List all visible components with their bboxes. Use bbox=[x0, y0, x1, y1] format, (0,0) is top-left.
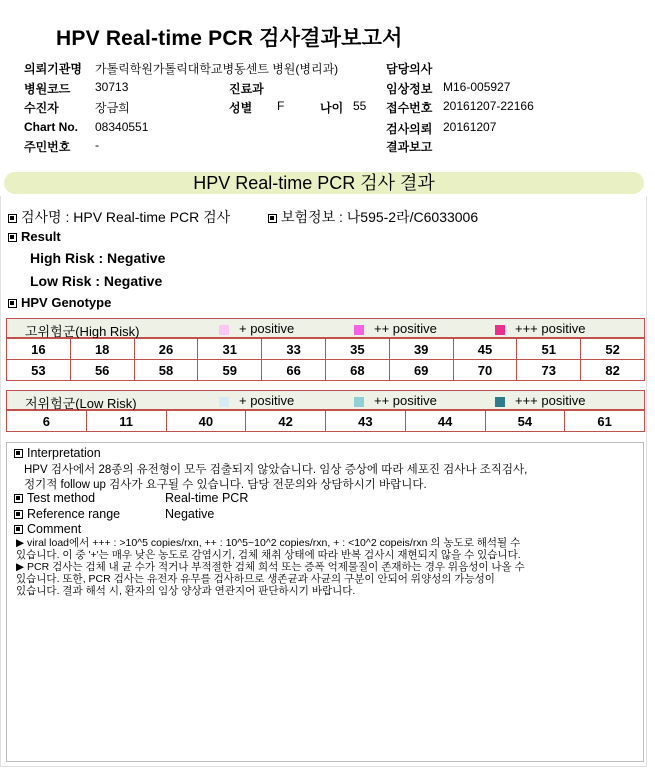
high-risk-table bbox=[6, 338, 645, 381]
value-age: 55 bbox=[353, 99, 367, 113]
genotype-heading-text: HPV Genotype bbox=[21, 295, 112, 310]
genotype-cell: 59 bbox=[198, 360, 262, 381]
result-heading-text: Result bbox=[21, 229, 61, 244]
comment-label-text: Comment bbox=[27, 522, 82, 536]
interpretation-text-2: 정기적 follow up 검사가 요구될 수 있습니다. 담당 전문의와 상담하시기 바랍니다. bbox=[24, 479, 427, 491]
legend-plus-plus-plus-label: +++ positive bbox=[515, 393, 586, 408]
label-chart-no: Chart No. bbox=[24, 120, 78, 134]
genotype-cell: 44 bbox=[405, 411, 485, 432]
genotype-cell: 66 bbox=[262, 360, 326, 381]
value-receipt-no: 20161207-22166 bbox=[443, 99, 534, 113]
legend-swatch-icon bbox=[495, 325, 505, 335]
label-report-date: 결과보고 bbox=[386, 140, 433, 154]
report-title: HPV Real-time PCR 검사결과보고서 bbox=[56, 27, 403, 50]
square-bullet-icon bbox=[14, 525, 23, 534]
legend-plus-plus-label: ++ positive bbox=[374, 393, 437, 408]
insurance-info bbox=[268, 207, 478, 227]
legend-swatch-icon bbox=[354, 325, 364, 335]
comment-line-3: ▶ PCR 검사는 검체 내 균 수가 적거나 부적절한 검체 희석 또는 증폭 억제물질이 존재하는 경우 위음성이 나올 수 bbox=[16, 561, 525, 573]
label-sex: 성별 bbox=[229, 101, 253, 115]
genotype-cell: 58 bbox=[134, 360, 198, 381]
genotype-cell: 43 bbox=[326, 411, 406, 432]
legend-plus-plus bbox=[354, 393, 437, 408]
value-sex: F bbox=[277, 99, 285, 113]
genotype-cell: 51 bbox=[517, 339, 581, 360]
genotype-cell: 70 bbox=[453, 360, 517, 381]
legend-plus-label: + positive bbox=[239, 393, 295, 408]
comment-line-1: ▶ viral load에서 +++ : >10^5 copies/rxn, ++ : 10^5~10^2 copies/rxn, + : <10^2 copeis/rxn 의 농도로 해석될 수 bbox=[16, 537, 521, 549]
genotype-cell: 73 bbox=[517, 360, 581, 381]
square-bullet-icon bbox=[268, 214, 277, 223]
value-clinical-info: M16-005927 bbox=[443, 80, 511, 94]
legend-plus-plus-plus-label: +++ positive bbox=[515, 321, 586, 336]
comment-label bbox=[14, 522, 81, 536]
label-age: 나이 bbox=[320, 101, 344, 115]
genotype-cell: 16 bbox=[7, 339, 71, 360]
legend-plus bbox=[219, 321, 294, 336]
genotype-cell: 26 bbox=[134, 339, 198, 360]
label-doctor: 담당의사 bbox=[386, 62, 433, 76]
square-bullet-icon bbox=[14, 494, 23, 503]
insurance-info-text: 보험정보 : 나595-2라/C6033006 bbox=[281, 209, 479, 225]
genotype-cell: 33 bbox=[262, 339, 326, 360]
value-resident-no: - bbox=[95, 138, 99, 152]
genotype-cell: 11 bbox=[86, 411, 166, 432]
genotype-cell: 68 bbox=[325, 360, 389, 381]
label-requesting-institution: 의뢰기관명 bbox=[24, 62, 82, 76]
test-method-label bbox=[14, 491, 95, 505]
genotype-cell: 39 bbox=[389, 339, 453, 360]
legend-plus-label: + positive bbox=[239, 321, 295, 336]
low-risk-row bbox=[7, 411, 645, 432]
comment-line-5: 있습니다. 결과 해석 시, 환자의 임상 양상과 연관지어 판단하시기 바랍니다. bbox=[16, 585, 356, 597]
square-bullet-icon bbox=[8, 214, 17, 223]
comment-line-2: 있습니다. 이 중 '+'는 매우 낮은 농도로 감염시기, 검체 채취 상태에 따라 반복 검사시 재현되지 않을 수 있습니다. bbox=[16, 549, 521, 561]
label-resident-no: 주민번호 bbox=[24, 140, 71, 154]
high-risk-row-2 bbox=[7, 360, 645, 381]
genotype-cell: 69 bbox=[389, 360, 453, 381]
label-patient-name: 수진자 bbox=[24, 101, 59, 115]
label-department: 진료과 bbox=[229, 82, 264, 96]
square-bullet-icon bbox=[8, 233, 17, 242]
legend-plus bbox=[219, 393, 294, 408]
genotype-cell: 61 bbox=[565, 411, 645, 432]
value-hospital-code: 30713 bbox=[95, 80, 129, 94]
label-hospital-code: 병원코드 bbox=[24, 82, 71, 96]
reference-range-value: Negative bbox=[165, 507, 215, 521]
genotype-cell: 54 bbox=[485, 411, 565, 432]
test-method-value: Real-time PCR bbox=[165, 491, 249, 505]
comment-line-4: 있습니다. 또한, PCR 검사는 유전자 유무를 검사하므로 생존균과 사균의 구분이 안되어 위양성의 가능성이 bbox=[16, 573, 495, 585]
label-clinical-info: 임상정보 bbox=[386, 82, 433, 96]
high-risk-header bbox=[6, 318, 645, 338]
genotype-cell: 31 bbox=[198, 339, 262, 360]
value-patient-name: 장금희 bbox=[95, 101, 130, 115]
exam-name bbox=[8, 207, 230, 227]
result-header-bar bbox=[4, 172, 644, 194]
low-risk-header bbox=[6, 390, 645, 410]
genotype-cell: 40 bbox=[166, 411, 246, 432]
label-request-date: 검사의뢰 bbox=[386, 122, 433, 136]
value-request-date: 20161207 bbox=[443, 120, 497, 134]
legend-plus-plus-label: ++ positive bbox=[374, 321, 437, 336]
high-risk-row-1 bbox=[7, 339, 645, 360]
high-risk-title: 고위험군(High Risk) bbox=[25, 324, 140, 339]
legend-swatch-icon bbox=[219, 397, 229, 407]
low-risk-result: Low Risk : Negative bbox=[30, 273, 163, 289]
genotype-cell: 56 bbox=[70, 360, 134, 381]
square-bullet-icon bbox=[8, 299, 17, 308]
genotype-cell: 18 bbox=[70, 339, 134, 360]
interpretation-text-1: HPV 검사에서 28종의 유전형이 모두 검출되지 않았습니다. 임상 증상에 따라 세포진 검사나 조직검사, bbox=[24, 464, 528, 476]
reference-range-label-text: Reference range bbox=[27, 507, 121, 521]
genotype-cell: 52 bbox=[581, 339, 645, 360]
low-risk-title: 저위험군(Low Risk) bbox=[25, 396, 137, 411]
result-heading bbox=[8, 229, 61, 244]
value-chart-no: 08340551 bbox=[95, 120, 149, 134]
genotype-cell: 6 bbox=[7, 411, 87, 432]
genotype-cell: 42 bbox=[246, 411, 326, 432]
legend-swatch-icon bbox=[495, 397, 505, 407]
label-receipt-no: 접수번호 bbox=[386, 101, 433, 115]
genotype-cell: 82 bbox=[581, 360, 645, 381]
legend-swatch-icon bbox=[219, 325, 229, 335]
low-risk-table bbox=[6, 410, 645, 432]
legend-plus-plus-plus bbox=[495, 393, 585, 408]
genotype-cell: 35 bbox=[325, 339, 389, 360]
interpretation-heading-text: Interpretation bbox=[27, 446, 101, 460]
result-header-title: HPV Real-time PCR 검사 결과 bbox=[193, 173, 435, 193]
reference-range-label bbox=[14, 507, 120, 521]
high-risk-result: High Risk : Negative bbox=[30, 250, 166, 266]
legend-swatch-icon bbox=[354, 397, 364, 407]
legend-plus-plus-plus bbox=[495, 321, 585, 336]
square-bullet-icon bbox=[14, 510, 23, 519]
genotype-cell: 53 bbox=[7, 360, 71, 381]
genotype-heading bbox=[8, 295, 111, 310]
interpretation-heading bbox=[14, 446, 101, 460]
test-method-label-text: Test method bbox=[27, 491, 96, 505]
exam-name-text: 검사명 : HPV Real-time PCR 검사 bbox=[21, 209, 231, 225]
legend-plus-plus bbox=[354, 321, 437, 336]
square-bullet-icon bbox=[14, 449, 23, 458]
value-requesting-institution: 가톨릭학원가톨릭대학교병동센트 병원(병리과) bbox=[95, 62, 339, 76]
genotype-cell: 45 bbox=[453, 339, 517, 360]
